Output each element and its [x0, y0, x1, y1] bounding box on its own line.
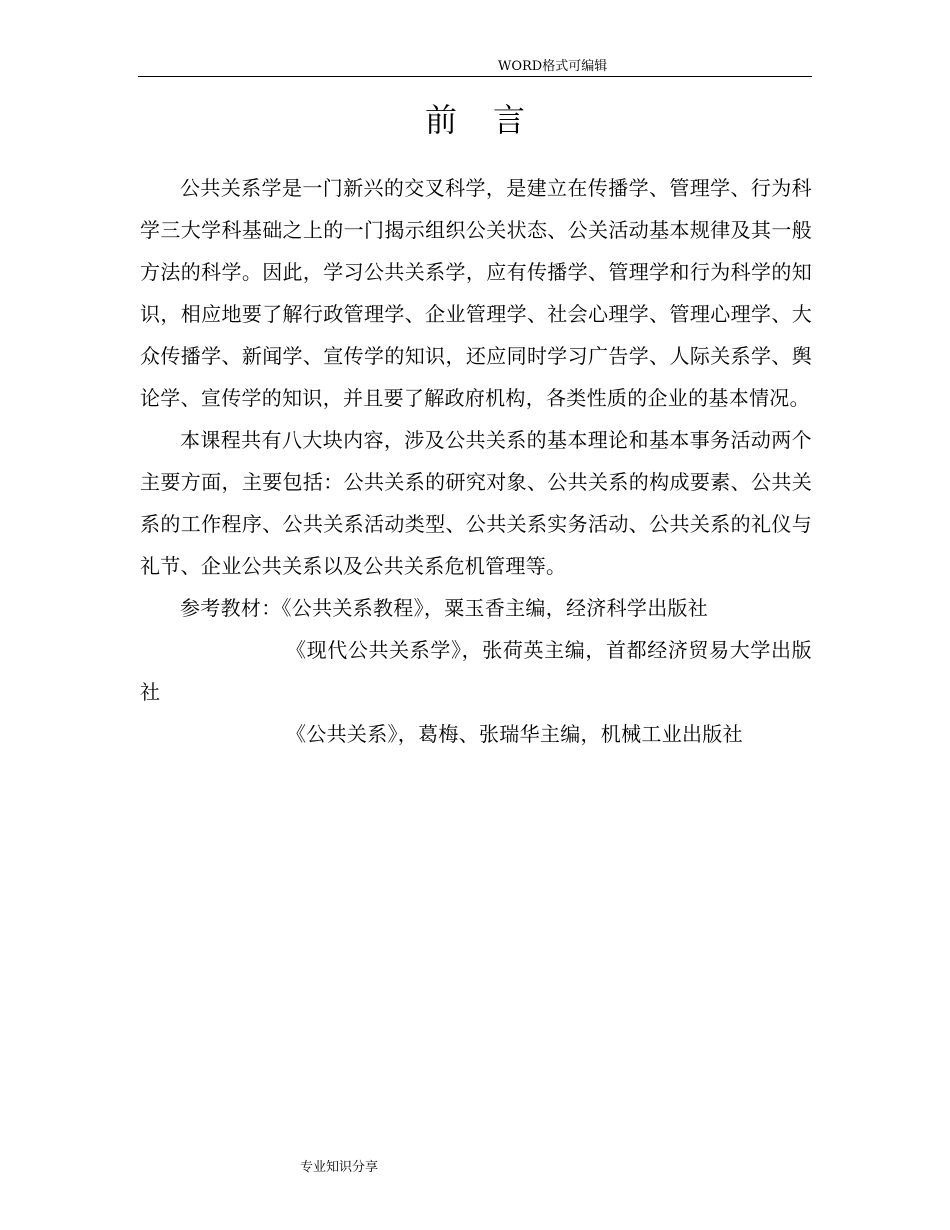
reference-item-2: 《现代公共关系学》，张荷英主编，首都经济贸易大学出版社	[140, 638, 812, 704]
body-text	[140, 167, 812, 755]
page-header	[138, 58, 812, 77]
paragraph-intro: 公共关系学是一门新兴的交叉科学，是建立在传播学、管理学、行为科学三大学科基础之上的一门揭示组织公关状态、公关活动基本规律及其一般方法的科学。因此，学习公共关系学，应有传播学、管理学和行为科学的知识，相应地要了解行政管理学、企业管理学、社会心理学、管理心理学、大众传播学、新闻学、宣传学的知识，还应同时学习广告学、人际关系学、舆论学、宣传学的知识，并且要了解政府机构，各类性质的企业的基本情况。	[140, 176, 812, 410]
reference-item-1: 参考教材：《公共关系教程》，粟玉香主编，经济科学出版社	[180, 596, 709, 620]
paragraph-course-content: 本课程共有八大块内容，涉及公共关系的基本理论和基本事务活动两个主要方面，主要包括：公共关系的研究对象、公共关系的构成要素、公共关系的工作程序、公共关系活动类型、公共关系实务活动、公共关系的礼仪与礼节、企业公共关系以及公共关系危机管理等。	[140, 428, 812, 578]
reference-item-3: 《公共关系》，葛梅、张瑞华主编，机械工业出版社	[286, 722, 743, 746]
page-title: 前言	[424, 101, 561, 139]
header-text: WORD格式可编辑	[498, 59, 608, 74]
page-footer: 专业知识分享	[300, 1160, 379, 1175]
